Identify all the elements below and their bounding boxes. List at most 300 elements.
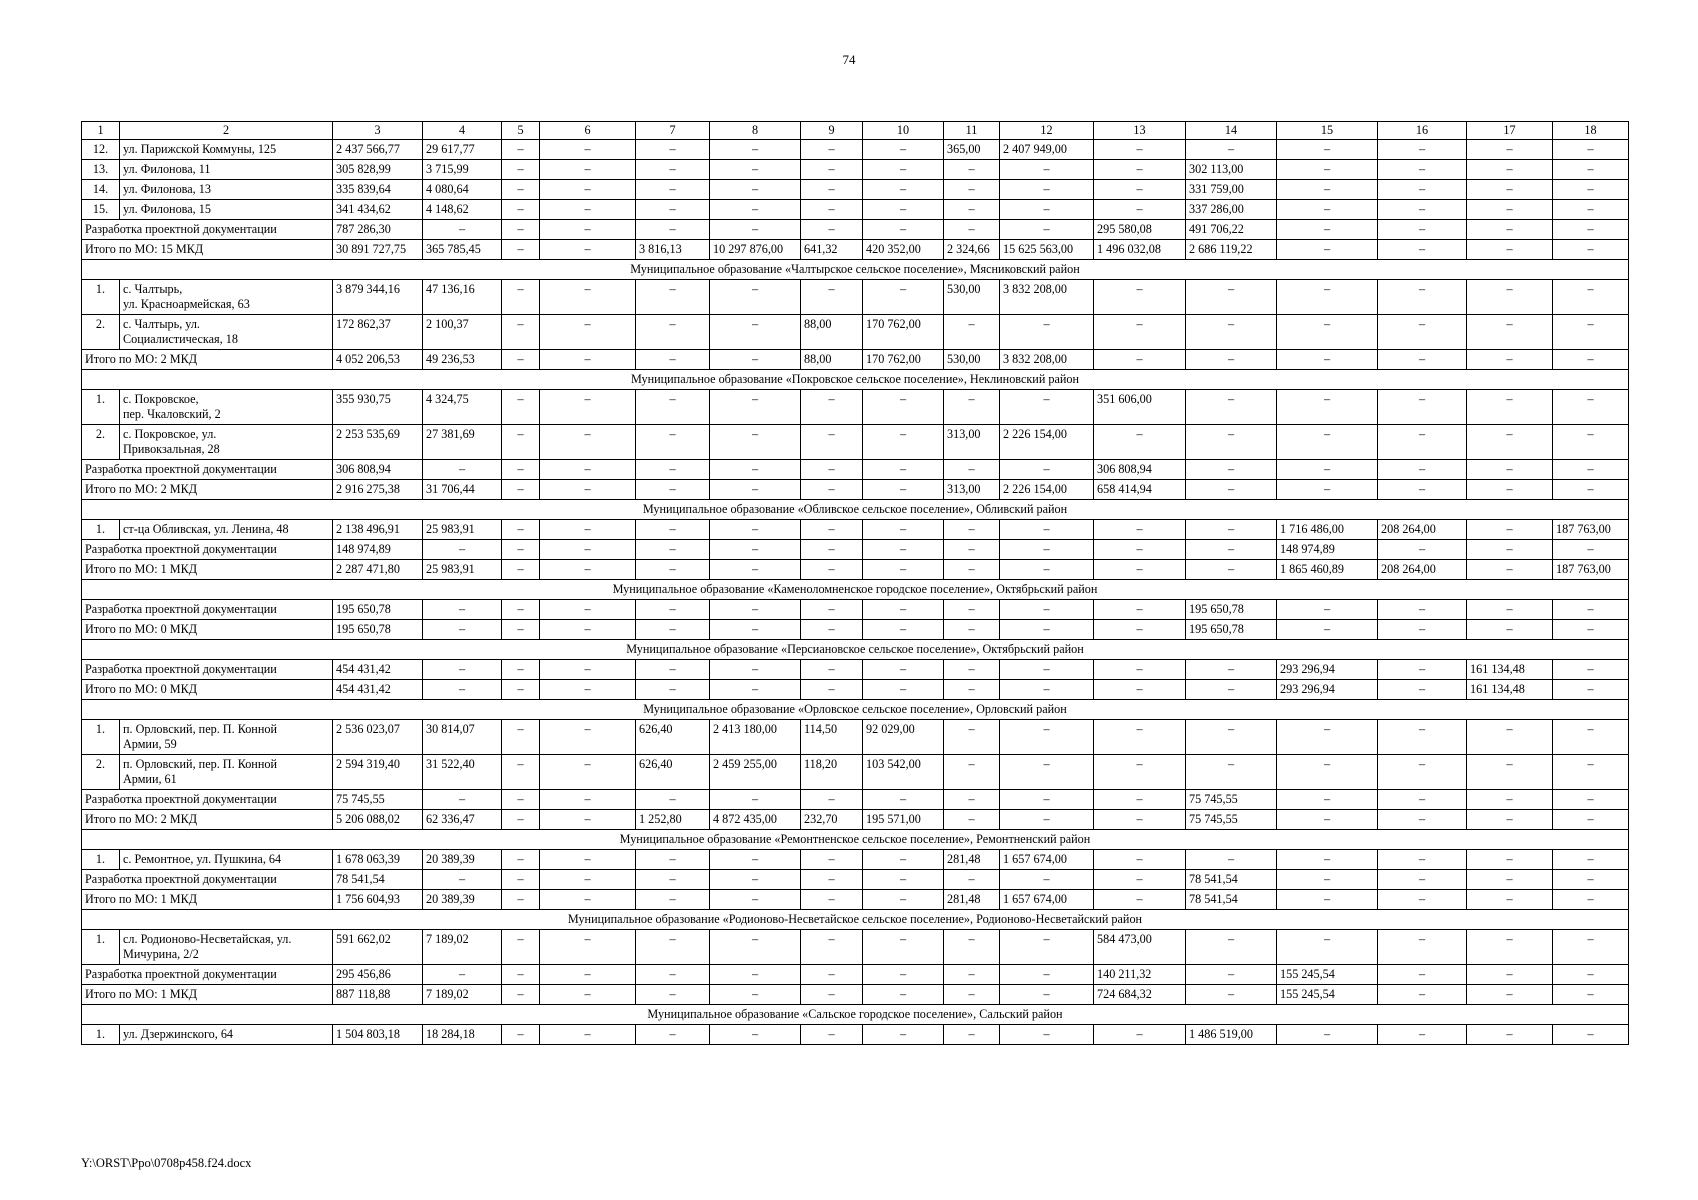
value-cell: –	[710, 870, 801, 890]
value-cell: –	[863, 280, 944, 315]
value-cell: –	[540, 520, 636, 540]
value-cell: –	[636, 660, 710, 680]
value-cell: –	[1186, 755, 1277, 790]
value-cell: –	[863, 520, 944, 540]
value-cell: –	[1467, 755, 1553, 790]
value-cell: –	[710, 930, 801, 965]
column-number-header: 10	[863, 122, 944, 140]
municipality-title: Муниципальное образование «Орловское сельское поселение», Орловский район	[82, 700, 1629, 720]
value-cell: –	[1000, 965, 1094, 985]
section-title-row	[82, 500, 1629, 520]
value-cell: –	[1553, 890, 1629, 910]
value-cell: –	[1467, 350, 1553, 370]
value-cell: 10 297 876,00	[710, 240, 801, 260]
value-cell: –	[636, 280, 710, 315]
building-row	[82, 755, 1629, 790]
value-cell: 313,00	[944, 425, 1000, 460]
value-cell: –	[1000, 1025, 1094, 1045]
address-cell: ул. Дзержинского, 64	[120, 1025, 333, 1045]
value-cell: 4 148,62	[423, 200, 502, 220]
value-cell: 140 211,32	[1094, 965, 1186, 985]
value-cell: –	[801, 985, 863, 1005]
municipality-title: Муниципальное образование «Обливское сельское поселение», Обливский район	[82, 500, 1629, 520]
value-cell: –	[1467, 200, 1553, 220]
column-number-header: 12	[1000, 122, 1094, 140]
value-cell: –	[502, 720, 540, 755]
value-cell: –	[540, 390, 636, 425]
value-cell: –	[1277, 790, 1378, 810]
value-cell: –	[540, 620, 636, 640]
value-cell: –	[1553, 390, 1629, 425]
value-cell: –	[801, 890, 863, 910]
value-cell: –	[1000, 540, 1094, 560]
value-cell: 195 650,78	[333, 600, 423, 620]
summary-label: Разработка проектной документации	[82, 870, 333, 890]
value-cell: –	[863, 790, 944, 810]
value-cell: –	[863, 540, 944, 560]
value-cell: –	[540, 160, 636, 180]
summary-label: Разработка проектной документации	[82, 660, 333, 680]
value-cell: –	[1000, 660, 1094, 680]
value-cell: –	[423, 620, 502, 640]
address-cell: ул. Филонова, 11	[120, 160, 333, 180]
value-cell: 155 245,54	[1277, 985, 1378, 1005]
value-cell: 2 594 319,40	[333, 755, 423, 790]
value-cell: –	[863, 680, 944, 700]
row-number: 12.	[82, 140, 120, 160]
value-cell: –	[863, 560, 944, 580]
value-cell: –	[710, 200, 801, 220]
address-cell: с. Чалтырь, ул. Красноармейская, 63	[120, 280, 333, 315]
municipality-title: Муниципальное образование «Покровское сельское поселение», Неклиновский район	[82, 370, 1629, 390]
building-row	[82, 140, 1629, 160]
value-cell: –	[502, 620, 540, 640]
value-cell: –	[1553, 160, 1629, 180]
value-cell: –	[1094, 850, 1186, 870]
value-cell: –	[1277, 315, 1378, 350]
value-cell: –	[540, 1025, 636, 1045]
value-cell: –	[1378, 620, 1467, 640]
value-cell: –	[710, 425, 801, 460]
summary-row	[82, 540, 1629, 560]
value-cell: –	[863, 600, 944, 620]
value-cell: –	[944, 460, 1000, 480]
value-cell: –	[540, 140, 636, 160]
value-cell: –	[502, 1025, 540, 1045]
value-cell: –	[1553, 460, 1629, 480]
value-cell: –	[801, 870, 863, 890]
value-cell: –	[863, 620, 944, 640]
municipality-title: Муниципальное образование «Персиановское сельское поселение», Октябрьский район	[82, 640, 1629, 660]
column-number-header: 1	[82, 122, 120, 140]
building-row	[82, 315, 1629, 350]
value-cell: –	[1094, 520, 1186, 540]
value-cell: –	[1186, 480, 1277, 500]
value-cell: –	[1277, 850, 1378, 870]
value-cell: –	[502, 280, 540, 315]
value-cell: –	[502, 140, 540, 160]
value-cell: –	[1553, 930, 1629, 965]
value-cell: –	[540, 930, 636, 965]
value-cell: –	[636, 220, 710, 240]
value-cell: –	[1378, 140, 1467, 160]
value-cell: –	[944, 560, 1000, 580]
address-cell: ул. Филонова, 15	[120, 200, 333, 220]
value-cell: –	[636, 140, 710, 160]
summary-label: Разработка проектной документации	[82, 540, 333, 560]
value-cell: –	[1277, 160, 1378, 180]
summary-row	[82, 220, 1629, 240]
value-cell: –	[540, 200, 636, 220]
value-cell: 49 236,53	[423, 350, 502, 370]
value-cell: –	[502, 660, 540, 680]
value-cell: –	[423, 600, 502, 620]
value-cell: –	[1553, 180, 1629, 200]
value-cell: –	[540, 460, 636, 480]
value-cell: –	[710, 660, 801, 680]
value-cell: –	[423, 680, 502, 700]
value-cell: –	[1094, 140, 1186, 160]
value-cell: –	[636, 1025, 710, 1045]
value-cell: –	[636, 560, 710, 580]
value-cell: –	[540, 540, 636, 560]
value-cell: 3 832 208,00	[1000, 350, 1094, 370]
value-cell: 187 763,00	[1553, 560, 1629, 580]
value-cell: –	[1467, 930, 1553, 965]
value-cell: 25 983,91	[423, 520, 502, 540]
summary-label: Итого по МО: 2 МКД	[82, 480, 333, 500]
value-cell: –	[636, 460, 710, 480]
summary-label: Итого по МО: 0 МКД	[82, 680, 333, 700]
value-cell: –	[710, 220, 801, 240]
value-cell: 3 832 208,00	[1000, 280, 1094, 315]
value-cell: –	[1186, 390, 1277, 425]
value-cell: 7 189,02	[423, 985, 502, 1005]
value-cell: –	[1467, 460, 1553, 480]
value-cell: –	[1000, 620, 1094, 640]
value-cell: –	[1277, 425, 1378, 460]
value-cell: –	[1094, 180, 1186, 200]
value-cell: –	[710, 160, 801, 180]
value-cell: –	[1000, 755, 1094, 790]
section-title-row	[82, 910, 1629, 930]
building-row	[82, 1025, 1629, 1045]
row-number: 1.	[82, 720, 120, 755]
value-cell: –	[1378, 755, 1467, 790]
value-cell: –	[1553, 540, 1629, 560]
value-cell: 355 930,75	[333, 390, 423, 425]
value-cell: –	[1378, 965, 1467, 985]
value-cell: –	[1094, 870, 1186, 890]
value-cell: –	[502, 425, 540, 460]
value-cell: 1 504 803,18	[333, 1025, 423, 1045]
value-cell: –	[1467, 810, 1553, 830]
value-cell: –	[1094, 600, 1186, 620]
value-cell: 3 715,99	[423, 160, 502, 180]
row-number: 2.	[82, 755, 120, 790]
value-cell: –	[636, 390, 710, 425]
value-cell: –	[540, 660, 636, 680]
value-cell: 2 459 255,00	[710, 755, 801, 790]
value-cell: 195 571,00	[863, 810, 944, 830]
value-cell: –	[1186, 140, 1277, 160]
value-cell: 2 253 535,69	[333, 425, 423, 460]
summary-row	[82, 680, 1629, 700]
value-cell: –	[1378, 720, 1467, 755]
value-cell: –	[1467, 985, 1553, 1005]
summary-row	[82, 985, 1629, 1005]
building-row	[82, 425, 1629, 460]
value-cell: –	[540, 755, 636, 790]
value-cell: 208 264,00	[1378, 520, 1467, 540]
value-cell: –	[502, 560, 540, 580]
value-cell: 78 541,54	[1186, 870, 1277, 890]
value-cell: –	[1553, 280, 1629, 315]
value-cell: –	[1378, 425, 1467, 460]
value-cell: –	[1553, 965, 1629, 985]
value-cell: –	[863, 870, 944, 890]
column-number-header: 6	[540, 122, 636, 140]
value-cell: –	[636, 520, 710, 540]
value-cell: –	[801, 965, 863, 985]
value-cell: –	[1094, 425, 1186, 460]
summary-label: Разработка проектной документации	[82, 790, 333, 810]
value-cell: –	[1000, 520, 1094, 540]
value-cell: –	[1467, 850, 1553, 870]
value-cell: –	[944, 790, 1000, 810]
value-cell: –	[710, 140, 801, 160]
value-cell: –	[801, 930, 863, 965]
value-cell: –	[502, 350, 540, 370]
value-cell: –	[502, 200, 540, 220]
value-cell: –	[944, 620, 1000, 640]
value-cell: –	[801, 850, 863, 870]
value-cell: 195 650,78	[1186, 600, 1277, 620]
summary-row	[82, 240, 1629, 260]
value-cell: –	[1378, 870, 1467, 890]
value-cell: –	[1553, 350, 1629, 370]
value-cell: –	[1378, 1025, 1467, 1045]
section-title-row	[82, 370, 1629, 390]
value-cell: –	[1094, 160, 1186, 180]
value-cell: –	[1277, 600, 1378, 620]
building-row	[82, 850, 1629, 870]
value-cell: –	[1094, 810, 1186, 830]
value-cell: 724 684,32	[1094, 985, 1186, 1005]
value-cell: –	[801, 425, 863, 460]
value-cell: –	[710, 280, 801, 315]
value-cell: –	[1277, 200, 1378, 220]
value-cell: –	[636, 480, 710, 500]
value-cell: –	[710, 985, 801, 1005]
value-cell: –	[540, 220, 636, 240]
value-cell: –	[863, 480, 944, 500]
value-cell: –	[502, 520, 540, 540]
value-cell: –	[1467, 890, 1553, 910]
value-cell: –	[1094, 620, 1186, 640]
summary-row	[82, 460, 1629, 480]
value-cell: 1 865 460,89	[1277, 560, 1378, 580]
value-cell: –	[1277, 140, 1378, 160]
value-cell: 18 284,18	[423, 1025, 502, 1045]
value-cell: 114,50	[801, 720, 863, 755]
building-row	[82, 180, 1629, 200]
value-cell: –	[1277, 220, 1378, 240]
value-cell: 187 763,00	[1553, 520, 1629, 540]
row-number: 1.	[82, 390, 120, 425]
value-cell: –	[636, 600, 710, 620]
municipality-title: Муниципальное образование «Ремонтненское сельское поселение», Ремонтненский район	[82, 830, 1629, 850]
summary-label: Итого по МО: 0 МКД	[82, 620, 333, 640]
value-cell: –	[1378, 350, 1467, 370]
value-cell: –	[801, 140, 863, 160]
value-cell: 313,00	[944, 480, 1000, 500]
value-cell: –	[801, 520, 863, 540]
municipality-title: Муниципальное образование «Каменоломненское городское поселение», Октябрьский район	[82, 580, 1629, 600]
value-cell: –	[863, 460, 944, 480]
value-cell: –	[863, 660, 944, 680]
value-cell: –	[1186, 850, 1277, 870]
value-cell: –	[1378, 985, 1467, 1005]
value-cell: 2 916 275,38	[333, 480, 423, 500]
value-cell: –	[540, 965, 636, 985]
value-cell: –	[636, 180, 710, 200]
value-cell: 491 706,22	[1186, 220, 1277, 240]
value-cell: 530,00	[944, 350, 1000, 370]
value-cell: –	[1186, 540, 1277, 560]
value-cell: 351 606,00	[1094, 390, 1186, 425]
value-cell: –	[502, 870, 540, 890]
address-cell: ст-ца Обливская, ул. Ленина, 48	[120, 520, 333, 540]
value-cell: 365,00	[944, 140, 1000, 160]
value-cell: –	[1000, 790, 1094, 810]
value-cell: –	[1094, 1025, 1186, 1045]
value-cell: –	[636, 620, 710, 640]
value-cell: –	[1553, 755, 1629, 790]
value-cell: –	[502, 540, 540, 560]
value-cell: 2 324,66	[944, 240, 1000, 260]
value-cell: –	[1094, 660, 1186, 680]
value-cell: 170 762,00	[863, 315, 944, 350]
value-cell: –	[1094, 280, 1186, 315]
value-cell: –	[1186, 460, 1277, 480]
value-cell: 2 407 949,00	[1000, 140, 1094, 160]
value-cell: 2 536 023,07	[333, 720, 423, 755]
building-row	[82, 280, 1629, 315]
summary-label: Разработка проектной документации	[82, 460, 333, 480]
value-cell: 1 657 674,00	[1000, 850, 1094, 870]
value-cell: –	[1378, 460, 1467, 480]
summary-label: Итого по МО: 2 МКД	[82, 350, 333, 370]
value-cell: –	[1186, 280, 1277, 315]
value-cell: –	[423, 790, 502, 810]
value-cell: 15 625 563,00	[1000, 240, 1094, 260]
value-cell: –	[944, 930, 1000, 965]
value-cell: –	[1378, 220, 1467, 240]
summary-label: Итого по МО: 15 МКД	[82, 240, 333, 260]
value-cell: –	[1000, 810, 1094, 830]
value-cell: 626,40	[636, 755, 710, 790]
value-cell: –	[1094, 790, 1186, 810]
value-cell: –	[710, 965, 801, 985]
value-cell: –	[1186, 425, 1277, 460]
value-cell: –	[1467, 790, 1553, 810]
municipality-title: Муниципальное образование «Родионово-Несветайское сельское поселение», Родионово-Несветайский район	[82, 910, 1629, 930]
value-cell: –	[636, 985, 710, 1005]
page-number: 74	[842, 52, 856, 67]
value-cell: –	[1553, 140, 1629, 160]
value-cell: 27 381,69	[423, 425, 502, 460]
value-cell: –	[710, 560, 801, 580]
value-cell: –	[1378, 790, 1467, 810]
column-number-header: 8	[710, 122, 801, 140]
column-number-header: 7	[636, 122, 710, 140]
section-title-row	[82, 580, 1629, 600]
value-cell: –	[1000, 560, 1094, 580]
value-cell: –	[863, 890, 944, 910]
value-cell: –	[636, 200, 710, 220]
value-cell: 530,00	[944, 280, 1000, 315]
value-cell: –	[944, 390, 1000, 425]
value-cell: –	[1467, 140, 1553, 160]
value-cell: –	[801, 280, 863, 315]
value-cell: –	[944, 540, 1000, 560]
value-cell: –	[863, 220, 944, 240]
value-cell: –	[1000, 930, 1094, 965]
value-cell: –	[1553, 480, 1629, 500]
building-row	[82, 720, 1629, 755]
value-cell: 31 706,44	[423, 480, 502, 500]
value-cell: –	[540, 350, 636, 370]
value-cell: 295 456,86	[333, 965, 423, 985]
value-cell: –	[1000, 200, 1094, 220]
value-cell: –	[1186, 965, 1277, 985]
value-cell: 295 580,08	[1094, 220, 1186, 240]
value-cell: –	[540, 810, 636, 830]
summary-row	[82, 810, 1629, 830]
value-cell: –	[710, 850, 801, 870]
value-cell: –	[710, 540, 801, 560]
value-cell: –	[1000, 160, 1094, 180]
value-cell: –	[1378, 280, 1467, 315]
summary-label: Разработка проектной документации	[82, 220, 333, 240]
value-cell: –	[1467, 220, 1553, 240]
value-cell: –	[1094, 540, 1186, 560]
value-cell: –	[636, 870, 710, 890]
value-cell: –	[801, 480, 863, 500]
municipality-title: Муниципальное образование «Чалтырское сельское поселение», Мясниковский район	[82, 260, 1629, 280]
value-cell: –	[1553, 620, 1629, 640]
value-cell: –	[863, 200, 944, 220]
value-cell: 7 189,02	[423, 930, 502, 965]
value-cell: 161 134,48	[1467, 680, 1553, 700]
value-cell: –	[944, 600, 1000, 620]
value-cell: 454 431,42	[333, 660, 423, 680]
value-cell: –	[1277, 870, 1378, 890]
value-cell: –	[1000, 180, 1094, 200]
value-cell: 658 414,94	[1094, 480, 1186, 500]
value-cell: –	[1378, 480, 1467, 500]
building-row	[82, 930, 1629, 965]
value-cell: –	[502, 240, 540, 260]
value-cell: –	[801, 220, 863, 240]
summary-label: Итого по МО: 1 МКД	[82, 985, 333, 1005]
value-cell: –	[1553, 660, 1629, 680]
value-cell: –	[1467, 1025, 1553, 1045]
value-cell: –	[1378, 540, 1467, 560]
value-cell: –	[1277, 480, 1378, 500]
value-cell: –	[1094, 350, 1186, 370]
